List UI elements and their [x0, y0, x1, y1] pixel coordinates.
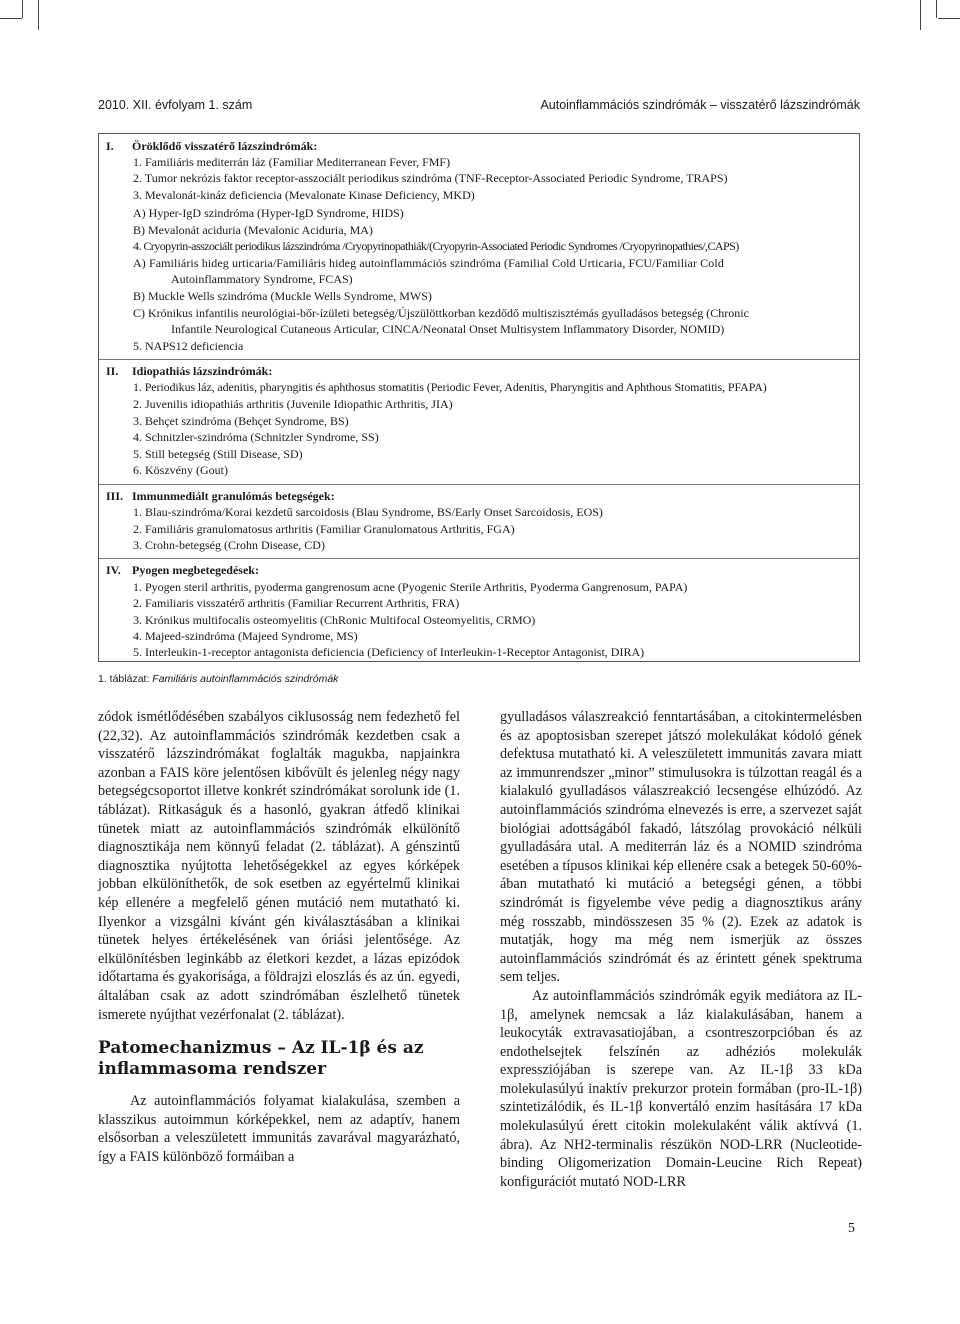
section-heading: Patomechanizmus – Az IL-1β és az inflammasoma rendszer	[98, 1038, 424, 1080]
section-header: IV. Pyogen megbetegedések:	[106, 563, 259, 577]
body-paragraph: Az autoinflammációs szindrómák egyik mediátora az IL-1β, amelynek nemcsak a láz kialakulásában, hanem a leukocyták extravasatiojában, a csontreszorpcióban és az endothelsejtek felszínén az adhéziós molekulák expressziójában is szerepe van. Az IL-1β 33 kDa molekulasúlyú inaktív prekurzor protein formában (pro-IL-1β) szintetizálódik, és IL-1β konvertáló enzim hasítására 17 kDa molekulasúlyú érett citokin molekulaként válik aktívvá (1. ábra). Az NH2-terminalis részükön NOD-LRR (Nucleotide-binding Oligomerization Domain-Leucine Rich Repeat) konfigurációt mutató NOD-LRR	[500, 987, 862, 1190]
journal-issue: 2010. XII. évfolyam 1. szám	[98, 98, 253, 112]
table-item: 4. Majeed-szindróma (Majeed Syndrome, MS)	[133, 629, 358, 643]
page-number: 5	[848, 1221, 855, 1236]
table-item: 2. Juvenilis idiopathiás arthritis (Juvenile Idiopathic Arthritis, JIA)	[133, 397, 453, 411]
running-header	[98, 98, 860, 116]
crop-mark	[936, 0, 937, 18]
table-item: 2. Familiaris visszatérő arthritis (Familiar Recurrent Arthritis, FRA)	[133, 596, 460, 610]
section-header: III. Immunmediált granulómás betegségek:	[106, 489, 335, 503]
body-paragraph: gyulladásos válaszreakció fenntartásában, a citokintermelésben és az apoptosisban szerepet játszó molekulákat kódoló gének defektusa mutatható ki. A veleszületett immunitás zavara miatt az immunrendszer „minor” stimulusokra is túlzottan reagál és a kialakuló gyulladásos válaszreakció lecsengése elhúzódó. Az autoinflammációs szindróma elnevezés is erre, a szervezet saját biológiai adottságából fakadó, látszólag provokáció nélküli gyulladására utal. A mediterrán láz és a NOMID szindróma esetében a típusos klinikai kép ellenére csak a betegek 50-60%-ában mutatható ki mutáció a betegségi génen, a többi szindrómát is figyelembe véve pedig a diagnosztikus arány még rosszabb, mindösszesen 35 % (2). Ezek az adatok is mutatják, hogy ma még nem ismerjük az összes autoinflammációs szindrómát és az érintett gének spektruma sem teljes.	[500, 709, 862, 986]
body-paragraph: zódok ismétlődésében szabályos ciklusosság nem fedezhető fel (22,32). Az autoinflammációs szindrómák kezdetben csak a visszatérő lázszindrómákat foglalták magukba, napjainkra azonban a FAIS köre jelentősen kibővült és jelenleg négy nagy betegségcsoportot illetve konkrét szindrómákat sorolunk ide (1. táblázat). Ritkaságuk és a hasonló, gyakran átfedő klinikai tünetek miatt az autoinflammációs szindrómák elkülönítő diagnosztikája nem könnyű feladat (2. táblázat). A génszintű diagnosztika nyújtotta lehetőségekkel az egyes kórképek jobban elkülöníthetők, de sok esetben az egyértelmű klinikai kép ellenére a megfelelő génen mutáció nem mutatható ki. Ilyenkor a vizsgálni kívánt gén kiválasztásában a klinikai tünetek helyes értékelésének van óriási jelentősége. Az elkülönítésben leginkább az életkori kezdet, a lázas epizódok időtartama és gyakorisága, a földrajzi eloszlás és az ún. egyedi, általában csak az adott szindrómában észlelhető tünetek ismerete nyújthat vezérfonalat (2. táblázat).	[98, 709, 460, 1023]
table-item: 2. Tumor nekrózis faktor receptor-asszociált periodikus szindróma (TNF-Receptor-Associated Periodic Syndrome, TRAPS)	[133, 171, 728, 185]
body-paragraph: Az autoinflammációs folyamat kialakulása, szemben a klasszikus autoimmun kórképekkel, nem az adaptív, hanem elsősorban a veleszületett immunitás zavarával magyarázható, így a FAIS különböző formáiban a	[98, 1093, 460, 1165]
table-item: 4. Schnitzler-szindróma (Schnitzler Syndrome, SS)	[133, 430, 379, 444]
crop-mark	[38, 0, 39, 30]
table-item: B) Mevalonát aciduria (Mevalonic Aciduria, MA)	[133, 223, 373, 237]
table-item: 1. Familiáris mediterrán láz (Familiar Mediterranean Fever, FMF)	[133, 155, 451, 169]
crop-mark	[938, 18, 960, 19]
table-item: 3. Mevalonát-kináz deficiencia (Mevalonate Kinase Deficiency, MKD)	[133, 188, 475, 202]
crop-mark	[920, 0, 921, 30]
running-title: Autoinflammációs szindrómák – visszatérő lázszindrómák	[540, 98, 860, 112]
table-item: B) Muckle Wells szindróma (Muckle Wells Syndrome, MWS)	[133, 289, 432, 303]
table-item: 3. Krónikus multifocalis osteomyelitis (ChRonic Multifocal Osteomyelitis, CRMO)	[133, 613, 536, 627]
table-caption: 1. táblázat: Familiáris autoinflammációs szindrómák	[98, 673, 339, 685]
section-header: I. Öröklődő visszatérő lázszindrómák:	[106, 139, 318, 153]
table-item: 3. Behçet szindróma (Behçet Syndrome, BS)	[133, 414, 349, 428]
table-item: 6. Köszvény (Gout)	[133, 463, 228, 477]
section-divider	[99, 359, 859, 360]
table-item: 5. NAPS12 deficiencia	[133, 339, 244, 353]
section-divider	[99, 484, 859, 485]
table-item: 2. Familiáris granulomatosus arthritis (Familiar Granulomatous Arthritis, FGA)	[133, 522, 515, 536]
table-item: Autoinflammatory Syndrome, FCAS)	[171, 272, 353, 286]
table-item: 1. Pyogen steril arthritis, pyoderma gangrenosum acne (Pyogenic Sterile Arthritis, Pyoderma Gangrenosum, PAPA)	[133, 580, 688, 594]
section-divider	[99, 558, 859, 559]
table-item: A) Hyper-IgD szindróma (Hyper-IgD Syndrome, HIDS)	[133, 206, 404, 220]
table-item: Infantile Neurological Cutaneous Articular, CINCA/Neonatal Onset Multisystem Inflammatory Disorder, NOMID)	[171, 322, 725, 336]
section-header: II. Idiopathiás lázszindrómák:	[106, 364, 273, 378]
table-item: 4. Cryopyrin-asszociált periodikus lázszindróma /Cryopyrinopathiák/(Cryopyrin-Associated Periodic Syndromes /Cryopyrinopathies/,CAPS)	[133, 239, 739, 253]
table-item: 3. Crohn-betegség (Crohn Disease, CD)	[133, 538, 325, 552]
right-column	[500, 708, 862, 1191]
table-item: 5. Still betegség (Still Disease, SD)	[133, 447, 303, 461]
crop-mark	[22, 0, 23, 18]
table-item: A) Familiáris hideg urticaria/Familiáris hideg autoinflammációs szindróma (Familial Cold Urticaria, FCU/Familiar Cold	[133, 256, 724, 270]
table-item: 1. Periodikus láz, adenitis, pharyngitis és aphthosus stomatitis (Periodic Fever, Adenitis, Pharyngitis and Aphthous Stomatitis, PFAPA)	[133, 380, 767, 394]
table-item: 5. Interleukin-1-receptor antagonista deficiencia (Deficiency of Interleukin-1-Receptor Antagonist, DIRA)	[133, 645, 645, 659]
syndrome-table	[98, 133, 860, 662]
table-item: C) Krónikus infantilis neurológiai-bőr-ízületi betegség/Újszülöttkorban kezdődő multiszisztémás gyulladásos betegség (Chronic	[133, 306, 749, 320]
left-column	[98, 708, 460, 1166]
crop-mark	[0, 18, 22, 19]
table-item: 1. Blau-szindróma/Korai kezdetű sarcoidosis (Blau Syndrome, BS/Early Onset Sarcoidosis, EOS)	[133, 505, 603, 519]
